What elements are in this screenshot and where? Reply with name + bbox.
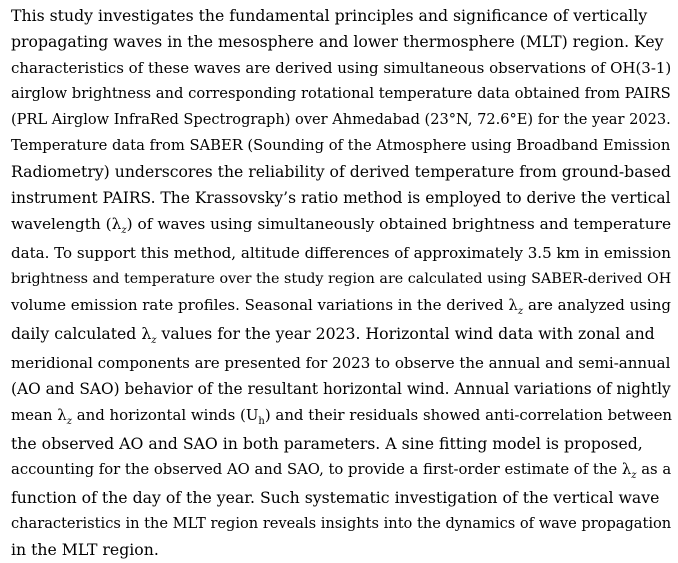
abstract-line: accounting for the observed AO and SAO, to provide a first-order estimate of the $\lambda_z$ as a	[11, 461, 672, 481]
abstract-line: mean $\lambda_z$ and horizontal winds $(U_h)$ and their residuals showed anti-correlation between	[11, 406, 673, 427]
abstract-line: in the MLT region.	[11, 540, 159, 559]
lambda-symbol: λ	[111, 215, 122, 233]
lambda-symbol: λ	[508, 296, 518, 314]
subscript-z: z	[66, 416, 72, 427]
abstract-line: characteristics of these waves are derived using simultaneous observations of OH(3-1)	[11, 59, 672, 77]
abstract-line: volume emission rate profiles. Seasonal variations in the derived $\lambda_z$ are analyzed using	[11, 296, 671, 317]
abstract-line: characteristics in the MLT region reveals insights into the dynamics of wave propagation	[11, 515, 672, 532]
abstract-line: function of the day of the year. Such systematic investigation of the vertical wave	[11, 488, 660, 507]
abstract-line: meridional components are presented for 2023 to observe the annual and semi-annual	[11, 354, 671, 372]
lambda-symbol: λ	[621, 461, 632, 478]
subscript-z: z	[631, 470, 637, 481]
abstract-line: propagating waves in the mesosphere and lower thermosphere (MLT) region. Key	[11, 32, 664, 51]
abstract-line: Radiometry) underscores the reliability of derived temperature from ground-based	[11, 162, 671, 181]
subscript-z: z	[121, 225, 127, 236]
abstract-line: data. To support this method, altitude differences of approximately 3.5 km in emission	[11, 244, 671, 262]
abstract-line: This study investigates the fundamental principles and significance of vertically	[11, 6, 648, 25]
abstract-line: instrument PAIRS. The Krassovsky’s ratio method is employed to derive the vertical	[11, 189, 671, 207]
subscript-z: z	[517, 306, 524, 317]
lambda-symbol: λ	[141, 324, 152, 343]
abstract-paragraph	[11, 3, 671, 563]
abstract-line: (AO and SAO) behavior of the resultant horizontal wind. Annual variations of nightly	[11, 380, 671, 398]
abstract-line: the observed AO and SAO in both parameters. A sine fitting model is proposed,	[11, 434, 643, 453]
subscript-h: h	[258, 416, 265, 427]
abstract-line: brightness and temperature over the study region are calculated using SABER-derived OH	[11, 271, 672, 287]
abstract-line: Temperature data from SABER (Sounding of the Atmosphere using Broadband Emission	[11, 137, 671, 154]
abstract-line: daily calculated $\lambda_z$ values for the year 2023. Horizontal wind data with zonal and	[11, 324, 655, 346]
lambda-symbol: λ	[57, 406, 67, 424]
abstract-line: (PRL Airglow InfraRed Spectrograph) over Ahmedabad (23°N, 72.6°E) for the year 2023.	[11, 111, 671, 128]
abstract-line: airglow brightness and corresponding rotational temperature data obtained from PAIRS	[11, 85, 671, 102]
abstract-line: wavelength $(\lambda_z)$ of waves using simultaneously obtained brightness and temperature	[11, 215, 672, 236]
subscript-z: z	[151, 335, 157, 346]
